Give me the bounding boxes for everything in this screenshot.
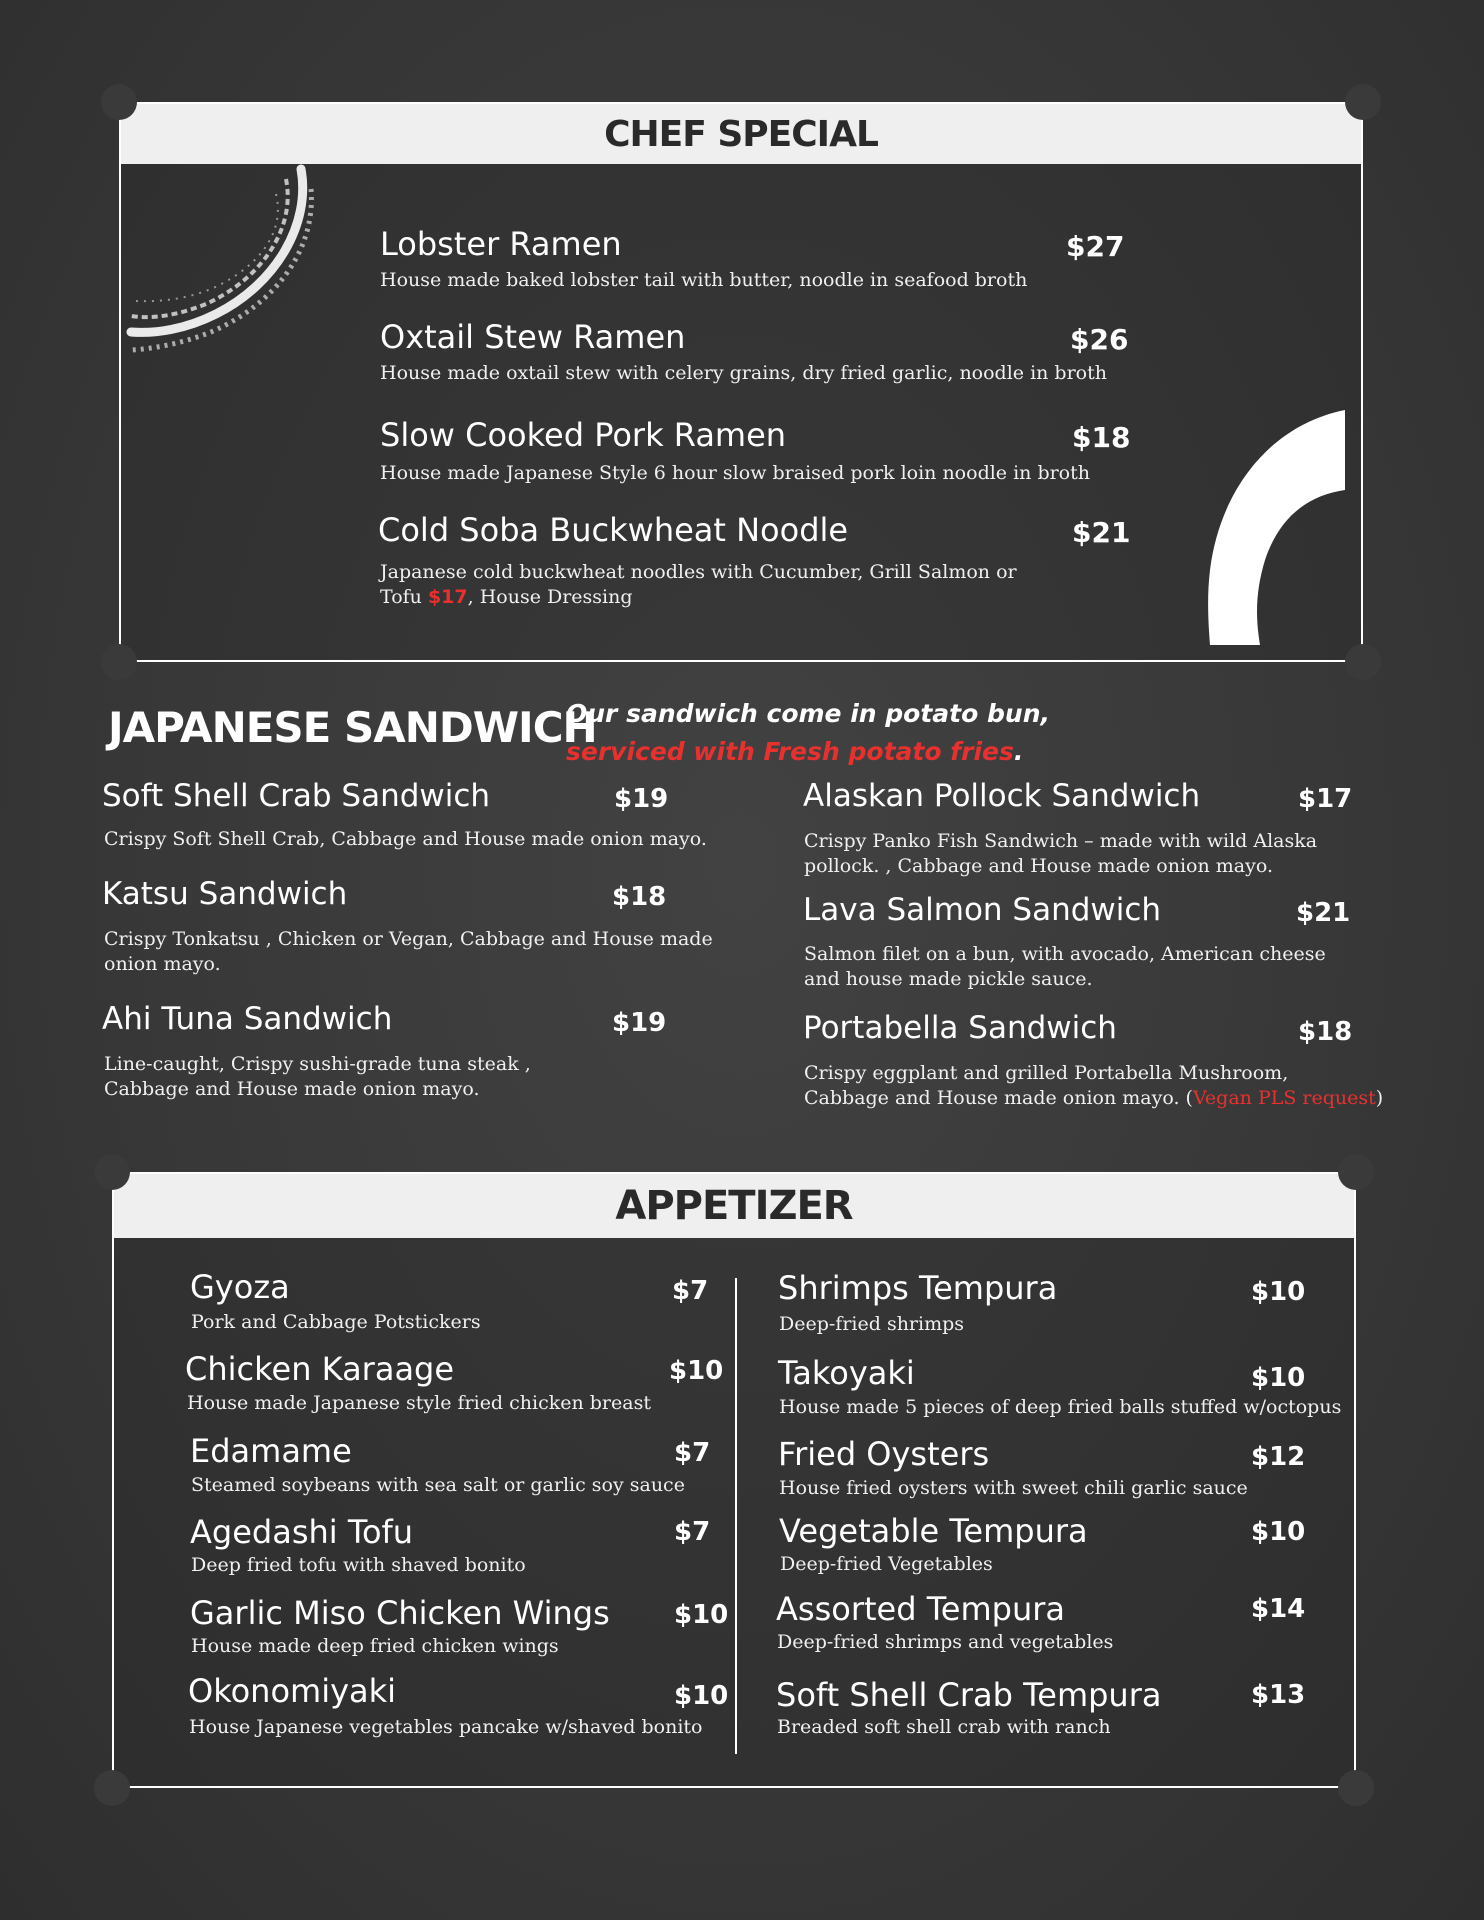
- highlight-price: $17: [427, 586, 468, 608]
- desc-line: [380, 585, 1080, 610]
- menu-item-price: $7: [672, 1276, 709, 1306]
- vegan-note: Vegan PLS request: [1192, 1087, 1376, 1109]
- sandwich-title: JAPANESE SANDWICH: [108, 703, 597, 752]
- menu-item-desc: Deep-fried Vegetables: [780, 1553, 993, 1575]
- desc-line: Crispy eggplant and grilled Portabella Mushroom,: [804, 1062, 1289, 1084]
- menu-item-name: Ahi Tuna Sandwich: [102, 1001, 393, 1037]
- tagline-line: Our sandwich come in potato bun,: [566, 699, 1050, 728]
- menu-item-price: $7: [674, 1438, 711, 1468]
- desc-text: Cabbage and House made onion mayo. (: [804, 1087, 1193, 1109]
- menu-item-desc: House made baked lobster tail with butter, noodle in seafood broth: [380, 269, 1028, 291]
- menu-item-name: Slow Cooked Pork Ramen: [380, 416, 787, 454]
- appetizer-banner: [114, 1174, 1354, 1238]
- brush-arc-icon: [1160, 400, 1350, 650]
- menu-item-price: $10: [1251, 1277, 1306, 1307]
- menu-item-name: Assorted Tempura: [776, 1590, 1066, 1628]
- menu-item-price: $10: [669, 1356, 724, 1386]
- menu-item-desc: House made Japanese Style 6 hour slow braised pork loin noodle in broth: [380, 462, 1090, 484]
- menu-item-desc: House made Japanese style fried chicken breast: [187, 1392, 651, 1414]
- menu-item-name: Garlic Miso Chicken Wings: [190, 1594, 610, 1632]
- desc-text: , House Dressing: [467, 586, 633, 608]
- menu-item-price: $17: [1298, 784, 1353, 814]
- menu-item-price: $10: [1251, 1363, 1306, 1393]
- menu-item-desc: [804, 1061, 1383, 1111]
- desc-line: Cabbage and House made onion mayo.: [104, 1078, 480, 1100]
- menu-item-desc: Deep-fried shrimps: [779, 1313, 965, 1335]
- desc-line: Salmon filet on a bun, with avocado, American cheese: [804, 943, 1326, 965]
- menu-item-price: $26: [1070, 323, 1129, 356]
- menu-item-price: $27: [1066, 230, 1125, 263]
- corner-notch: [101, 644, 137, 680]
- menu-item-price: $21: [1072, 516, 1131, 549]
- menu-item-price: $19: [614, 784, 669, 814]
- column-divider: [735, 1278, 737, 1754]
- corner-notch: [1338, 1770, 1374, 1806]
- menu-item-price: $10: [1251, 1517, 1306, 1547]
- menu-item-name: Chicken Karaage: [185, 1350, 455, 1388]
- menu-item-desc: [804, 829, 1317, 879]
- desc-line: Line-caught, Crispy sushi-grade tuna steak ,: [104, 1053, 531, 1075]
- menu-item-desc: House made 5 pieces of deep fried balls stuffed w/octopus: [779, 1396, 1342, 1418]
- menu-item-name: Vegetable Tempura: [779, 1512, 1088, 1550]
- chef-special-banner: [121, 104, 1361, 164]
- menu-item-price: $21: [1296, 898, 1351, 928]
- corner-notch: [101, 84, 137, 120]
- menu-item-name: Gyoza: [190, 1268, 290, 1306]
- menu-item-name: Soft Shell Crab Tempura: [776, 1676, 1162, 1714]
- tagline-highlight: serviced with Fresh potato fries: [566, 737, 1014, 766]
- menu-item-desc: House made oxtail stew with celery grains, dry fried garlic, noodle in broth: [380, 362, 1107, 384]
- menu-item-desc: Breaded soft shell crab with ranch: [777, 1716, 1111, 1738]
- menu-item-desc: Deep fried tofu with shaved bonito: [191, 1554, 526, 1576]
- desc-line: [804, 1086, 1383, 1111]
- desc-line: onion mayo.: [104, 953, 221, 975]
- menu-item-desc: House made deep fried chicken wings: [191, 1635, 559, 1657]
- sandwich-tagline: [566, 695, 1050, 771]
- menu-item-price: $10: [674, 1600, 729, 1630]
- menu-item-name: Alaskan Pollock Sandwich: [803, 778, 1201, 814]
- menu-item-desc: Crispy Soft Shell Crab, Cabbage and House made onion mayo.: [104, 828, 707, 850]
- menu-item-name: Portabella Sandwich: [803, 1010, 1117, 1046]
- menu-item-price: $18: [1298, 1017, 1353, 1047]
- menu-item-desc: [804, 942, 1326, 992]
- menu-item-name: Edamame: [190, 1432, 352, 1470]
- corner-notch: [1338, 1154, 1374, 1190]
- menu-item-name: Soft Shell Crab Sandwich: [102, 778, 491, 814]
- tagline-line: [566, 733, 1050, 771]
- menu-item-name: Agedashi Tofu: [190, 1513, 414, 1551]
- menu-item-name: Lava Salmon Sandwich: [803, 892, 1162, 928]
- desc-text: Tofu: [380, 586, 428, 608]
- menu-item-desc: Steamed soybeans with sea salt or garlic soy sauce: [191, 1474, 685, 1496]
- menu-item-desc: [380, 560, 1080, 610]
- corner-notch: [1345, 644, 1381, 680]
- menu-item-name: Fried Oysters: [778, 1435, 990, 1473]
- menu-item-desc: Deep-fried shrimps and vegetables: [777, 1631, 1114, 1653]
- desc-line: Crispy Tonkatsu , Chicken or Vegan, Cabbage and House made: [104, 928, 713, 950]
- menu-item-desc: Pork and Cabbage Potstickers: [191, 1311, 481, 1333]
- menu-item-price: $14: [1251, 1594, 1306, 1624]
- desc-line: Crispy Panko Fish Sandwich – made with wild Alaska: [804, 830, 1318, 852]
- menu-item-name: Katsu Sandwich: [102, 876, 348, 912]
- desc-line: and house made pickle sauce.: [804, 968, 1093, 990]
- desc-text: ): [1375, 1087, 1384, 1109]
- menu-item-name: Oxtail Stew Ramen: [380, 318, 686, 356]
- corner-notch: [1345, 84, 1381, 120]
- menu-item-price: $12: [1251, 1442, 1306, 1472]
- menu-item-name: Takoyaki: [778, 1354, 915, 1392]
- desc-line: Japanese cold buckwheat noodles with Cucumber, Grill Salmon or: [380, 561, 1017, 583]
- menu-item-name: Lobster Ramen: [380, 225, 622, 263]
- menu-item-price: $10: [674, 1681, 729, 1711]
- brush-swirl-icon: [126, 164, 326, 374]
- tagline-end: .: [1013, 737, 1024, 766]
- menu-item-desc: House fried oysters with sweet chili garlic sauce: [779, 1477, 1248, 1499]
- menu-item-desc: House Japanese vegetables pancake w/shaved bonito: [189, 1716, 703, 1738]
- menu-item-name: Shrimps Tempura: [778, 1269, 1058, 1307]
- menu-item-price: $19: [612, 1008, 667, 1038]
- chef-special-title: CHEF SPECIAL: [604, 113, 878, 155]
- menu-item-price: $18: [1072, 421, 1131, 454]
- corner-notch: [94, 1770, 130, 1806]
- menu-item-price: $13: [1251, 1680, 1306, 1710]
- menu-item-name: Okonomiyaki: [188, 1672, 397, 1710]
- corner-notch: [94, 1154, 130, 1190]
- menu-item-name: Cold Soba Buckwheat Noodle: [378, 511, 849, 549]
- menu-item-price: $7: [674, 1517, 711, 1547]
- menu-item-desc: [104, 927, 713, 977]
- desc-line: pollock. , Cabbage and House made onion mayo.: [804, 855, 1273, 877]
- appetizer-title: APPETIZER: [615, 1183, 853, 1229]
- menu-item-price: $18: [612, 882, 667, 912]
- menu-item-desc: [104, 1052, 531, 1102]
